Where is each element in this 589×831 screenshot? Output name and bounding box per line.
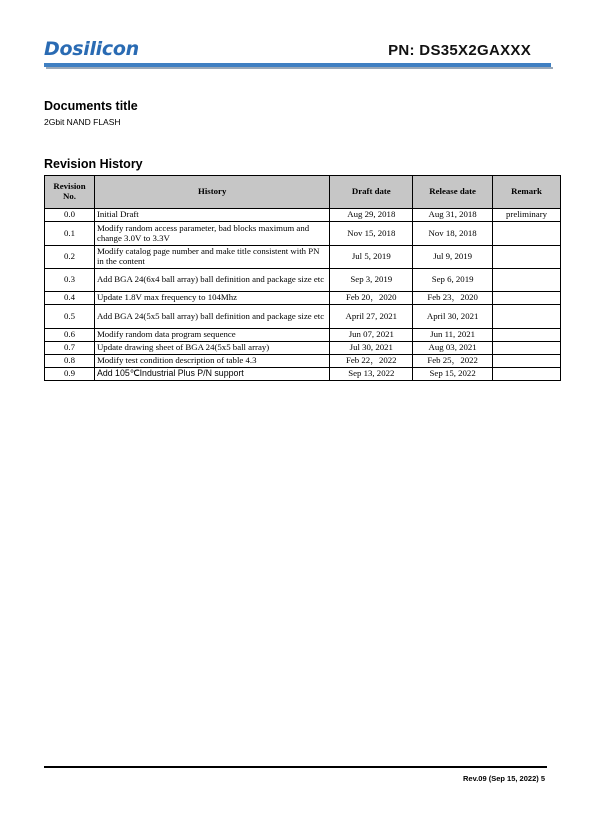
- col-header-history: History: [94, 176, 329, 209]
- remark-cell: [493, 342, 561, 355]
- remark-cell: [493, 269, 561, 292]
- rev-cell: 0.6: [45, 329, 95, 342]
- history-cell: Modify catalog page number and make title consistent with PN in the content: [94, 246, 329, 269]
- revision-history-heading: Revision History: [44, 157, 143, 171]
- rev-cell: 0.3: [45, 269, 95, 292]
- history-cell: Add BGA 24(5x5 ball array) ball definition and package size etc: [94, 305, 329, 329]
- rev-cell: 0.9: [45, 368, 95, 381]
- release-date-cell: April 30, 2021: [413, 305, 493, 329]
- documents-title-heading: Documents title: [44, 99, 138, 113]
- release-date-cell: Sep 15, 2022: [413, 368, 493, 381]
- table-row: [45, 269, 561, 292]
- col-header-remark: Remark: [493, 176, 561, 209]
- rev-cell: 0.7: [45, 342, 95, 355]
- documents-title-value: 2Gbit NAND FLASH: [44, 117, 121, 127]
- col-header-revision: Revision No.: [45, 176, 95, 209]
- release-date-cell: Feb 23，2020: [413, 292, 493, 305]
- draft-date-cell: April 27, 2021: [330, 305, 413, 329]
- col-header-release-date: Release date: [413, 176, 493, 209]
- header-divider-shadow: [46, 67, 553, 69]
- remark-cell: [493, 329, 561, 342]
- history-cell: Update 1.8V max frequency to 104Mhz: [94, 292, 329, 305]
- draft-date-cell: Feb 22，2022: [330, 355, 413, 368]
- footer-revision-page: Rev.09 (Sep 15, 2022) 5: [463, 774, 545, 783]
- release-date-cell: Feb 25，2022: [413, 355, 493, 368]
- table-row: [45, 246, 561, 269]
- revision-table: [44, 175, 561, 381]
- table-row: [45, 355, 561, 368]
- draft-date-cell: Jun 07, 2021: [330, 329, 413, 342]
- rev-cell: 0.1: [45, 222, 95, 246]
- draft-date-cell: Sep 13, 2022: [330, 368, 413, 381]
- remark-cell: preliminary: [493, 209, 561, 222]
- rev-cell: 0.0: [45, 209, 95, 222]
- release-date-cell: Aug 31, 2018: [413, 209, 493, 222]
- footer-divider: [44, 766, 547, 768]
- release-date-cell: Sep 6, 2019: [413, 269, 493, 292]
- table-row: [45, 222, 561, 246]
- company-logo: Dosilicon: [44, 38, 139, 60]
- table-row: [45, 305, 561, 329]
- draft-date-cell: Aug 29, 2018: [330, 209, 413, 222]
- table-row: [45, 329, 561, 342]
- remark-cell: [493, 222, 561, 246]
- release-date-cell: Jul 9, 2019: [413, 246, 493, 269]
- rev-cell: 0.4: [45, 292, 95, 305]
- rev-cell: 0.2: [45, 246, 95, 269]
- remark-cell: [493, 305, 561, 329]
- rev-cell: 0.5: [45, 305, 95, 329]
- history-cell: Modify random access parameter, bad blocks maximum and change 3.0V to 3.3V: [94, 222, 329, 246]
- draft-date-cell: Sep 3, 2019: [330, 269, 413, 292]
- draft-date-cell: Jul 30, 2021: [330, 342, 413, 355]
- release-date-cell: Aug 03, 2021: [413, 342, 493, 355]
- table-row: [45, 209, 561, 222]
- history-cell: Modify test condition description of table 4.3: [94, 355, 329, 368]
- history-cell: Add 105℃Industrial Plus P/N support: [94, 368, 329, 381]
- draft-date-cell: Jul 5, 2019: [330, 246, 413, 269]
- history-cell: Modify random data program sequence: [94, 329, 329, 342]
- table-row: [45, 342, 561, 355]
- table-row: [45, 292, 561, 305]
- release-date-cell: Nov 18, 2018: [413, 222, 493, 246]
- table-header-row: [45, 176, 561, 209]
- history-cell: Update drawing sheet of BGA 24(5x5 ball array): [94, 342, 329, 355]
- remark-cell: [493, 246, 561, 269]
- remark-cell: [493, 368, 561, 381]
- part-number: PN: DS35X2GAXXX: [388, 42, 531, 59]
- remark-cell: [493, 355, 561, 368]
- table-row: [45, 368, 561, 381]
- remark-cell: [493, 292, 561, 305]
- draft-date-cell: Feb 20，2020: [330, 292, 413, 305]
- release-date-cell: Jun 11, 2021: [413, 329, 493, 342]
- history-cell: Add BGA 24(6x4 ball array) ball definition and package size etc: [94, 269, 329, 292]
- draft-date-cell: Nov 15, 2018: [330, 222, 413, 246]
- col-header-draft-date: Draft date: [330, 176, 413, 209]
- rev-cell: 0.8: [45, 355, 95, 368]
- history-cell: Initial Draft: [94, 209, 329, 222]
